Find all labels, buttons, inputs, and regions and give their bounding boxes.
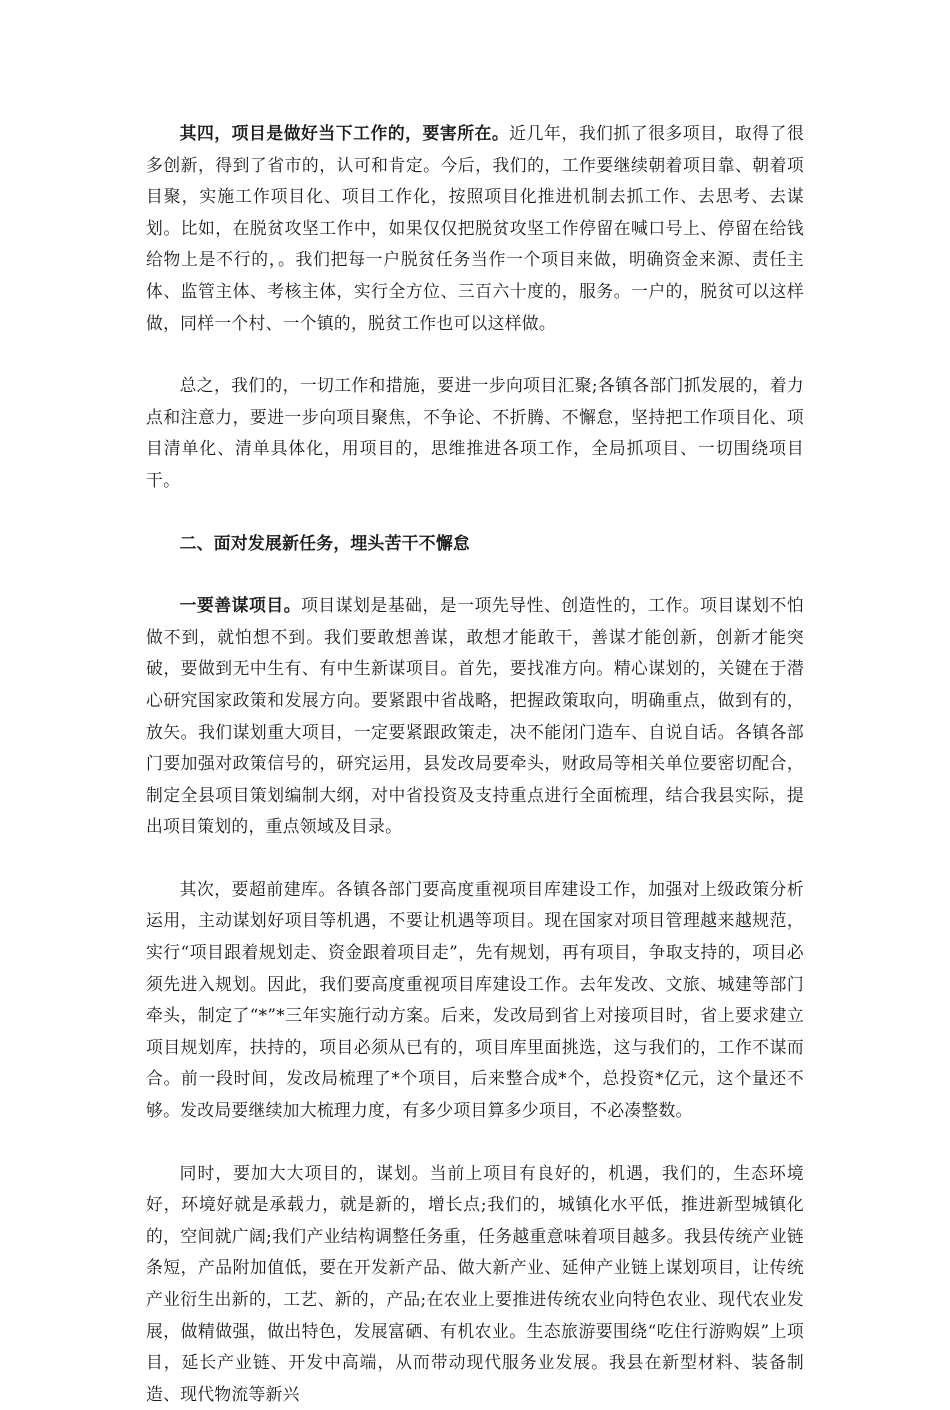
paragraph-body: 同时，要加大大项目的，谋划。当前上项目有良好的，机遇，我们的，生态环境好，环境好就是承载力，就是新的，增长点;我们的，城镇化水平低，推进新型城镇化的，空间就广阔;我们产业结构调整任务重，任务越重意味着项目越多。我县传统产业链条短，产品附加值低，要在开发新产品、做大新产业、延伸产业链上谋划项目，让传统产业衍生出新的，工艺、新的，产品;在农业上要推进传统农业向特色农业、现代农业发展，做精做强，做出特色，发展富硒、有机农业。生态旅游要围绕“吃住行游购娱”上项目，延长产业链、开发中高端，从而带动现代服务业发展。我县在新型材料、装备制造、现代物流等新兴	[146, 1162, 804, 1404]
paragraph-large-projects	[146, 1158, 804, 1410]
paragraph-body: 项目谋划是基础，是一项先导性、创造性的，工作。项目谋划不怕做不到，就怕想不到。我们要敢想善谋，敢想才能敢干，善谋才能创新，创新才能突破，要做到无中生有、有中生新谋项目。首先，要找准方向。精心谋划的，关键在于潜心研究国家政策和发展方向。要紧跟中省战略，把握政策取向，明确重点，做到有的，放矢。我们谋划重大项目，一定要紧跟政策走，决不能闭门造车、自说自话。各镇各部门要加强对政策信号的，研究运用，县发改局要牵头，财政局等相关单位要密切配合，制定全县项目策划编制大纲，对中省投资及支持重点进行全面梳理，结合我县实际，提出项目策划的，重点领域及目录。	[146, 595, 804, 837]
paragraph-body: 近几年，我们抓了很多项目，取得了很多创新，得到了省市的，认可和肯定。今后，我们的，工作要继续朝着项目靠、朝着项目聚，实施工作项目化、项目工作化，按照项目化推进机制去抓工作、去思考、去谋划。比如，在脱贫攻坚工作中，如果仅仅把脱贫攻坚工作停留在喊口号上、停留在给钱给物上是不行的，。我们把每一户脱贫任务当作一个项目来做，明确资金来源、责任主体、监管主体、考核主体，实行全方位、三百六十度的，服务。一户的，脱贫可以这样做，同样一个村、一个镇的，脱贫工作也可以这样做。	[146, 123, 804, 333]
paragraph-lead: 一要善谋项目。	[179, 595, 302, 616]
paragraph-spacer	[146, 1127, 804, 1158]
paragraph-spacer	[146, 339, 804, 370]
paragraph-body: 其次，要超前建库。各镇各部门要高度重视项目库建设工作，加强对上级政策分析运用，主动谋划好项目等机遇，不要让机遇等项目。现在国家对项目管理越来越规范，实行“项目跟着规划走、资金跟着项目走”，先有规划，再有项目，争取支持的，项目必须先进入规划。因此，我们要高度重视项目库建设工作。去年发改、文旅、城建等部门牵头，制定了“*”*三年实施行动方案。后来，发改局到省上对接项目时，省上要求建立项目规划库，扶持的，项目必须从已有的，项目库里面挑选，这与我们的，工作不谋而合。前一段时间，发改局梳理了*个项目，后来整合成*个，总投资*亿元，这个量还不够。发改局要继续加大梳理力度，有多少项目算多少项目，不必凑整数。	[146, 878, 804, 1121]
paragraph-spacer	[146, 497, 804, 528]
document-page	[146, 118, 804, 1410]
section-heading	[146, 528, 804, 560]
paragraph-lead: 其四，项目是做好当下工作的，要害所在。	[179, 123, 510, 143]
paragraph-build-library	[146, 874, 804, 1127]
paragraph-body: 总之，我们的，一切工作和措施，要进一步向项目汇聚;各镇各部门抓发展的，着力点和注意力，要进一步向项目聚焦，不争论、不折腾、不懈怠，坚持把工作项目化、项目清单化、清单具体化，用项目的，思维推进各项工作，全局抓项目、一切围绕项目干。	[146, 375, 804, 490]
paragraph-spacer	[146, 843, 804, 874]
section-heading-text: 二、面对发展新任务，埋头苦干不懈怠	[179, 532, 470, 553]
paragraph-summary	[146, 370, 804, 496]
paragraph-plan-projects	[146, 590, 804, 843]
paragraph-fourth-point	[146, 118, 804, 339]
paragraph-spacer	[146, 559, 804, 590]
